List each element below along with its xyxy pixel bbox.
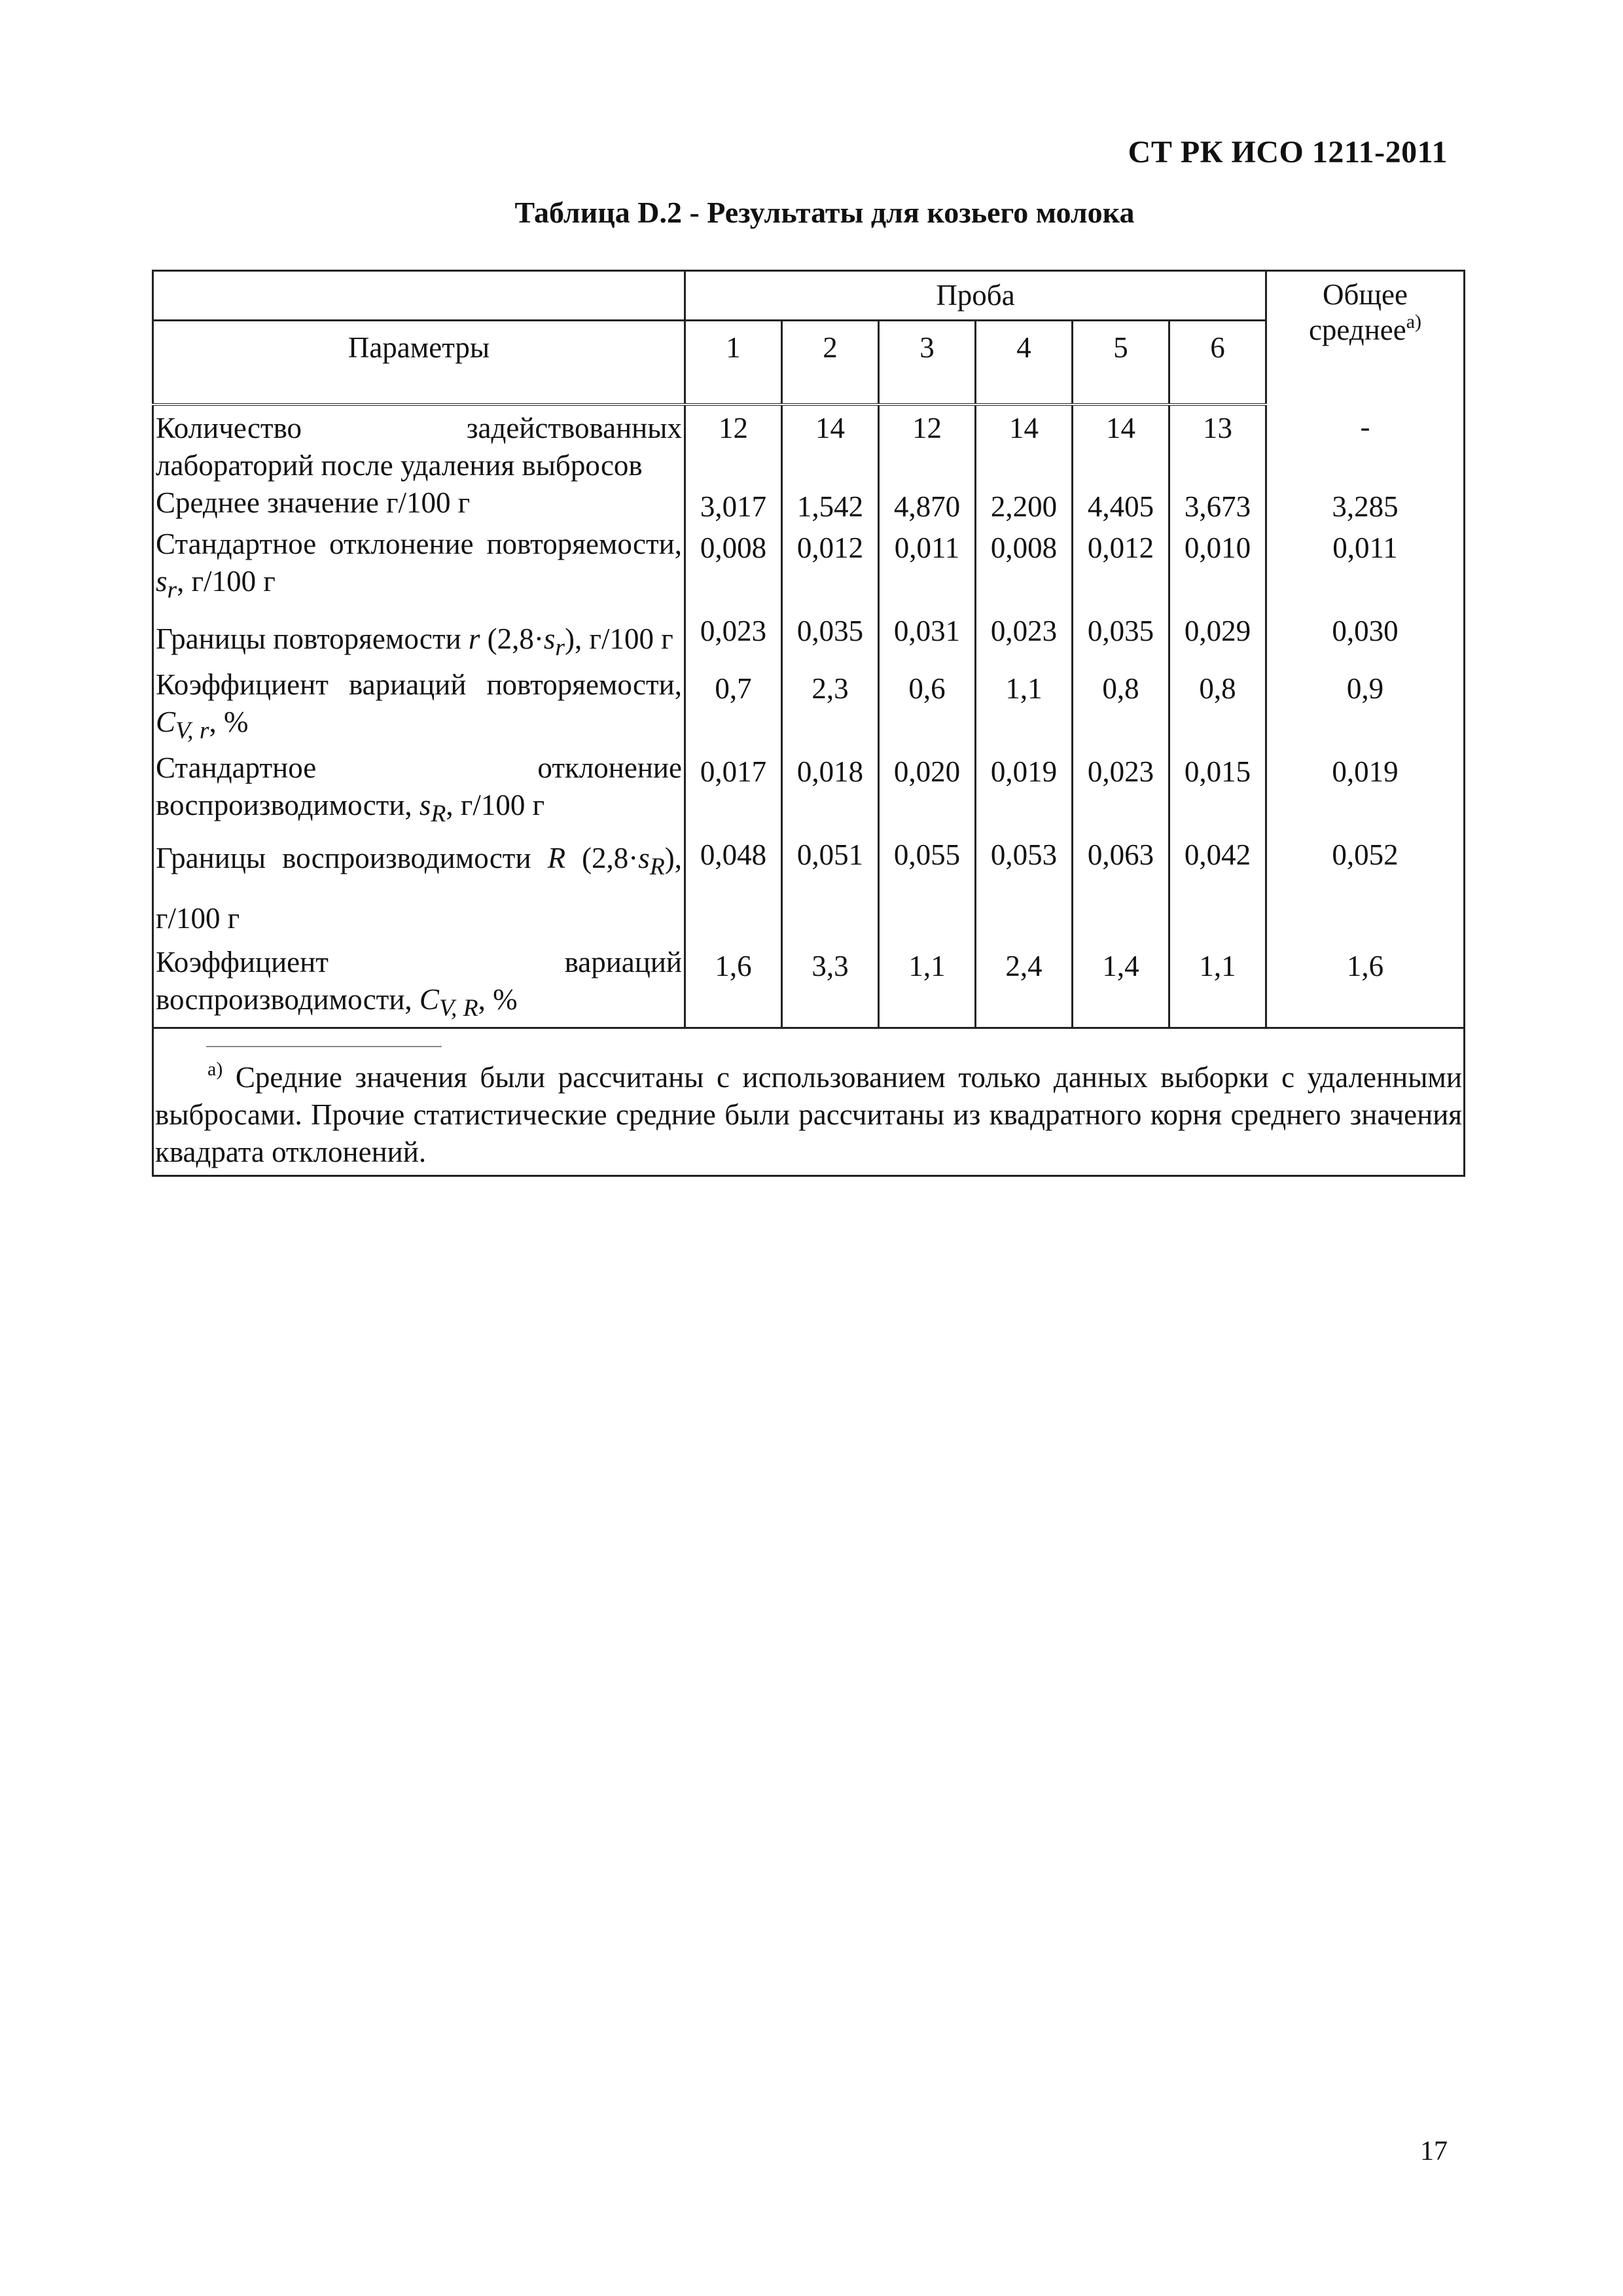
value-cell: 2,200 xyxy=(976,484,1073,526)
value-cell: 0,023 xyxy=(1073,749,1169,833)
value-cell: 0,8 xyxy=(1169,666,1266,749)
param-name xyxy=(153,833,685,944)
value-cell: 1,4 xyxy=(1073,944,1169,1028)
value-cell: 0,011 xyxy=(879,526,976,609)
param-text: Границы воспроизводимости xyxy=(156,841,548,874)
results-table xyxy=(152,270,1465,1177)
value-cell: 0,019 xyxy=(976,749,1073,833)
value-cell: 14 xyxy=(1073,404,1169,484)
value-cell: 12 xyxy=(879,404,976,484)
value-cell: 3,3 xyxy=(782,944,879,1028)
param-unit: , г/100 г xyxy=(177,564,276,598)
value-cell: 0,012 xyxy=(1073,526,1169,609)
sample-number-header: 4 xyxy=(976,321,1073,404)
param-subscript: V, r xyxy=(175,717,209,744)
value-cell: 0,8 xyxy=(1073,666,1169,749)
value-cell: 1,542 xyxy=(782,484,879,526)
sample-number-header: 1 xyxy=(685,321,782,404)
overall-mean-label-line2: среднее xyxy=(1308,314,1406,346)
param-subscript: R xyxy=(649,853,665,880)
sample-number-header: 2 xyxy=(782,321,879,404)
sample-number-header: 3 xyxy=(879,321,976,404)
param-name xyxy=(153,749,685,833)
value-cell: 0,035 xyxy=(1073,609,1169,666)
overall-mean-header xyxy=(1266,271,1465,404)
table-row xyxy=(153,484,1465,526)
value-cell: 2,4 xyxy=(976,944,1073,1028)
param-symbol: s xyxy=(543,622,556,655)
value-cell: 0,055 xyxy=(879,833,976,944)
overall-value-cell: 0,052 xyxy=(1266,833,1465,944)
table-row xyxy=(153,666,1465,749)
footnote-marker: a) xyxy=(207,1058,223,1080)
footnote-text xyxy=(154,1059,1463,1175)
param-text: Коэффициент вариаций воспроизводимости, xyxy=(156,945,682,1016)
overall-value-cell: 1,6 xyxy=(1266,944,1465,1028)
value-cell: 2,3 xyxy=(782,666,879,749)
param-symbol: R xyxy=(547,841,566,874)
param-unit: ), г/100 г xyxy=(565,622,673,655)
footnote-row xyxy=(153,1028,1465,1175)
param-name xyxy=(153,666,685,749)
param-symbol: s xyxy=(638,841,650,874)
param-subscript: r xyxy=(167,576,177,603)
value-cell: 3,017 xyxy=(685,484,782,526)
value-cell: 0,020 xyxy=(879,749,976,833)
value-cell: 14 xyxy=(782,404,879,484)
value-cell: 0,053 xyxy=(976,833,1073,944)
value-cell: 0,015 xyxy=(1169,749,1266,833)
table-row xyxy=(153,944,1465,1028)
param-text: (2,8· xyxy=(565,841,639,874)
param-text: Коэффициент вариаций повторяемости, xyxy=(156,668,682,701)
params-header: Параметры xyxy=(153,321,685,404)
value-cell: 0,048 xyxy=(685,833,782,944)
document-code: СТ РК ИСО 1211-2011 xyxy=(1128,135,1448,170)
param-subscript: V, R xyxy=(438,994,478,1022)
value-cell: 0,042 xyxy=(1169,833,1266,944)
param-text: Стандартное отклонение воспроизводимости, xyxy=(156,751,682,821)
param-name: Количество задействованных лабораторий после удаления выбросов xyxy=(153,404,685,484)
value-cell: 0,018 xyxy=(782,749,879,833)
param-unit: , % xyxy=(209,705,249,738)
value-cell: 0,031 xyxy=(879,609,976,666)
header-blank-cell xyxy=(153,271,685,321)
param-text: Стандартное отклонение повторяемости, xyxy=(156,527,682,560)
param-unit: ), г/100 г xyxy=(156,841,682,935)
param-symbol: s xyxy=(419,788,431,821)
overall-value-cell: 0,9 xyxy=(1266,666,1465,749)
value-cell: 1,1 xyxy=(1169,944,1266,1028)
footnote-cell xyxy=(153,1028,1465,1175)
overall-value-cell: - xyxy=(1266,404,1465,484)
table-row xyxy=(153,609,1465,666)
overall-value-cell: 0,011 xyxy=(1266,526,1465,609)
value-cell: 3,673 xyxy=(1169,484,1266,526)
table-row xyxy=(153,526,1465,609)
param-text: (2,8· xyxy=(480,622,544,655)
param-subscript: r xyxy=(555,634,565,661)
param-subscript: R xyxy=(431,800,446,827)
value-cell: 0,051 xyxy=(782,833,879,944)
param-symbol: C xyxy=(419,982,439,1016)
table-row xyxy=(153,404,1465,484)
param-symbol: r xyxy=(468,622,480,655)
value-cell: 0,010 xyxy=(1169,526,1266,609)
value-cell: 0,6 xyxy=(879,666,976,749)
sample-number-header: 6 xyxy=(1169,321,1266,404)
value-cell: 0,029 xyxy=(1169,609,1266,666)
value-cell: 0,7 xyxy=(685,666,782,749)
param-text: Границы повторяемости xyxy=(156,622,469,655)
param-name: Среднее значение г/100 г xyxy=(153,484,685,526)
footnote-separator xyxy=(206,1046,442,1047)
value-cell: 12 xyxy=(685,404,782,484)
value-cell: 0,012 xyxy=(782,526,879,609)
value-cell: 13 xyxy=(1169,404,1266,484)
value-cell: 14 xyxy=(976,404,1073,484)
footnote-marker: a) xyxy=(1406,311,1422,332)
page-number: 17 xyxy=(1420,2136,1448,2166)
value-cell: 0,023 xyxy=(976,609,1073,666)
param-name xyxy=(153,944,685,1028)
overall-mean-label-line1: Общее xyxy=(1323,278,1408,311)
value-cell: 0,023 xyxy=(685,609,782,666)
value-cell: 0,008 xyxy=(685,526,782,609)
value-cell: 0,063 xyxy=(1073,833,1169,944)
value-cell: 0,035 xyxy=(782,609,879,666)
value-cell: 4,405 xyxy=(1073,484,1169,526)
value-cell: 4,870 xyxy=(879,484,976,526)
value-cell: 0,008 xyxy=(976,526,1073,609)
value-cell: 1,1 xyxy=(976,666,1073,749)
sample-number-header: 5 xyxy=(1073,321,1169,404)
param-name xyxy=(153,526,685,609)
value-cell: 1,1 xyxy=(879,944,976,1028)
sample-group-header: Проба xyxy=(685,271,1266,321)
param-unit: , % xyxy=(478,982,518,1016)
table-title: Таблица D.2 - Результаты для козьего молока xyxy=(514,196,1135,229)
footnote-body: Средние значения были рассчитаны с использованием только данных выборки с удаленными выбросами. Прочие статистические средние были рассчитаны из квадратного корня среднего значения квадрата отклонений. xyxy=(155,1060,1462,1168)
value-cell: 0,017 xyxy=(685,749,782,833)
param-name xyxy=(153,609,685,666)
overall-value-cell: 0,030 xyxy=(1266,609,1465,666)
table-row xyxy=(153,749,1465,833)
value-cell: 1,6 xyxy=(685,944,782,1028)
table-row xyxy=(153,833,1465,944)
overall-value-cell: 0,019 xyxy=(1266,749,1465,833)
param-unit: , г/100 г xyxy=(446,788,545,821)
overall-value-cell: 3,285 xyxy=(1266,484,1465,526)
param-symbol: s xyxy=(156,564,168,598)
param-symbol: C xyxy=(156,705,176,738)
